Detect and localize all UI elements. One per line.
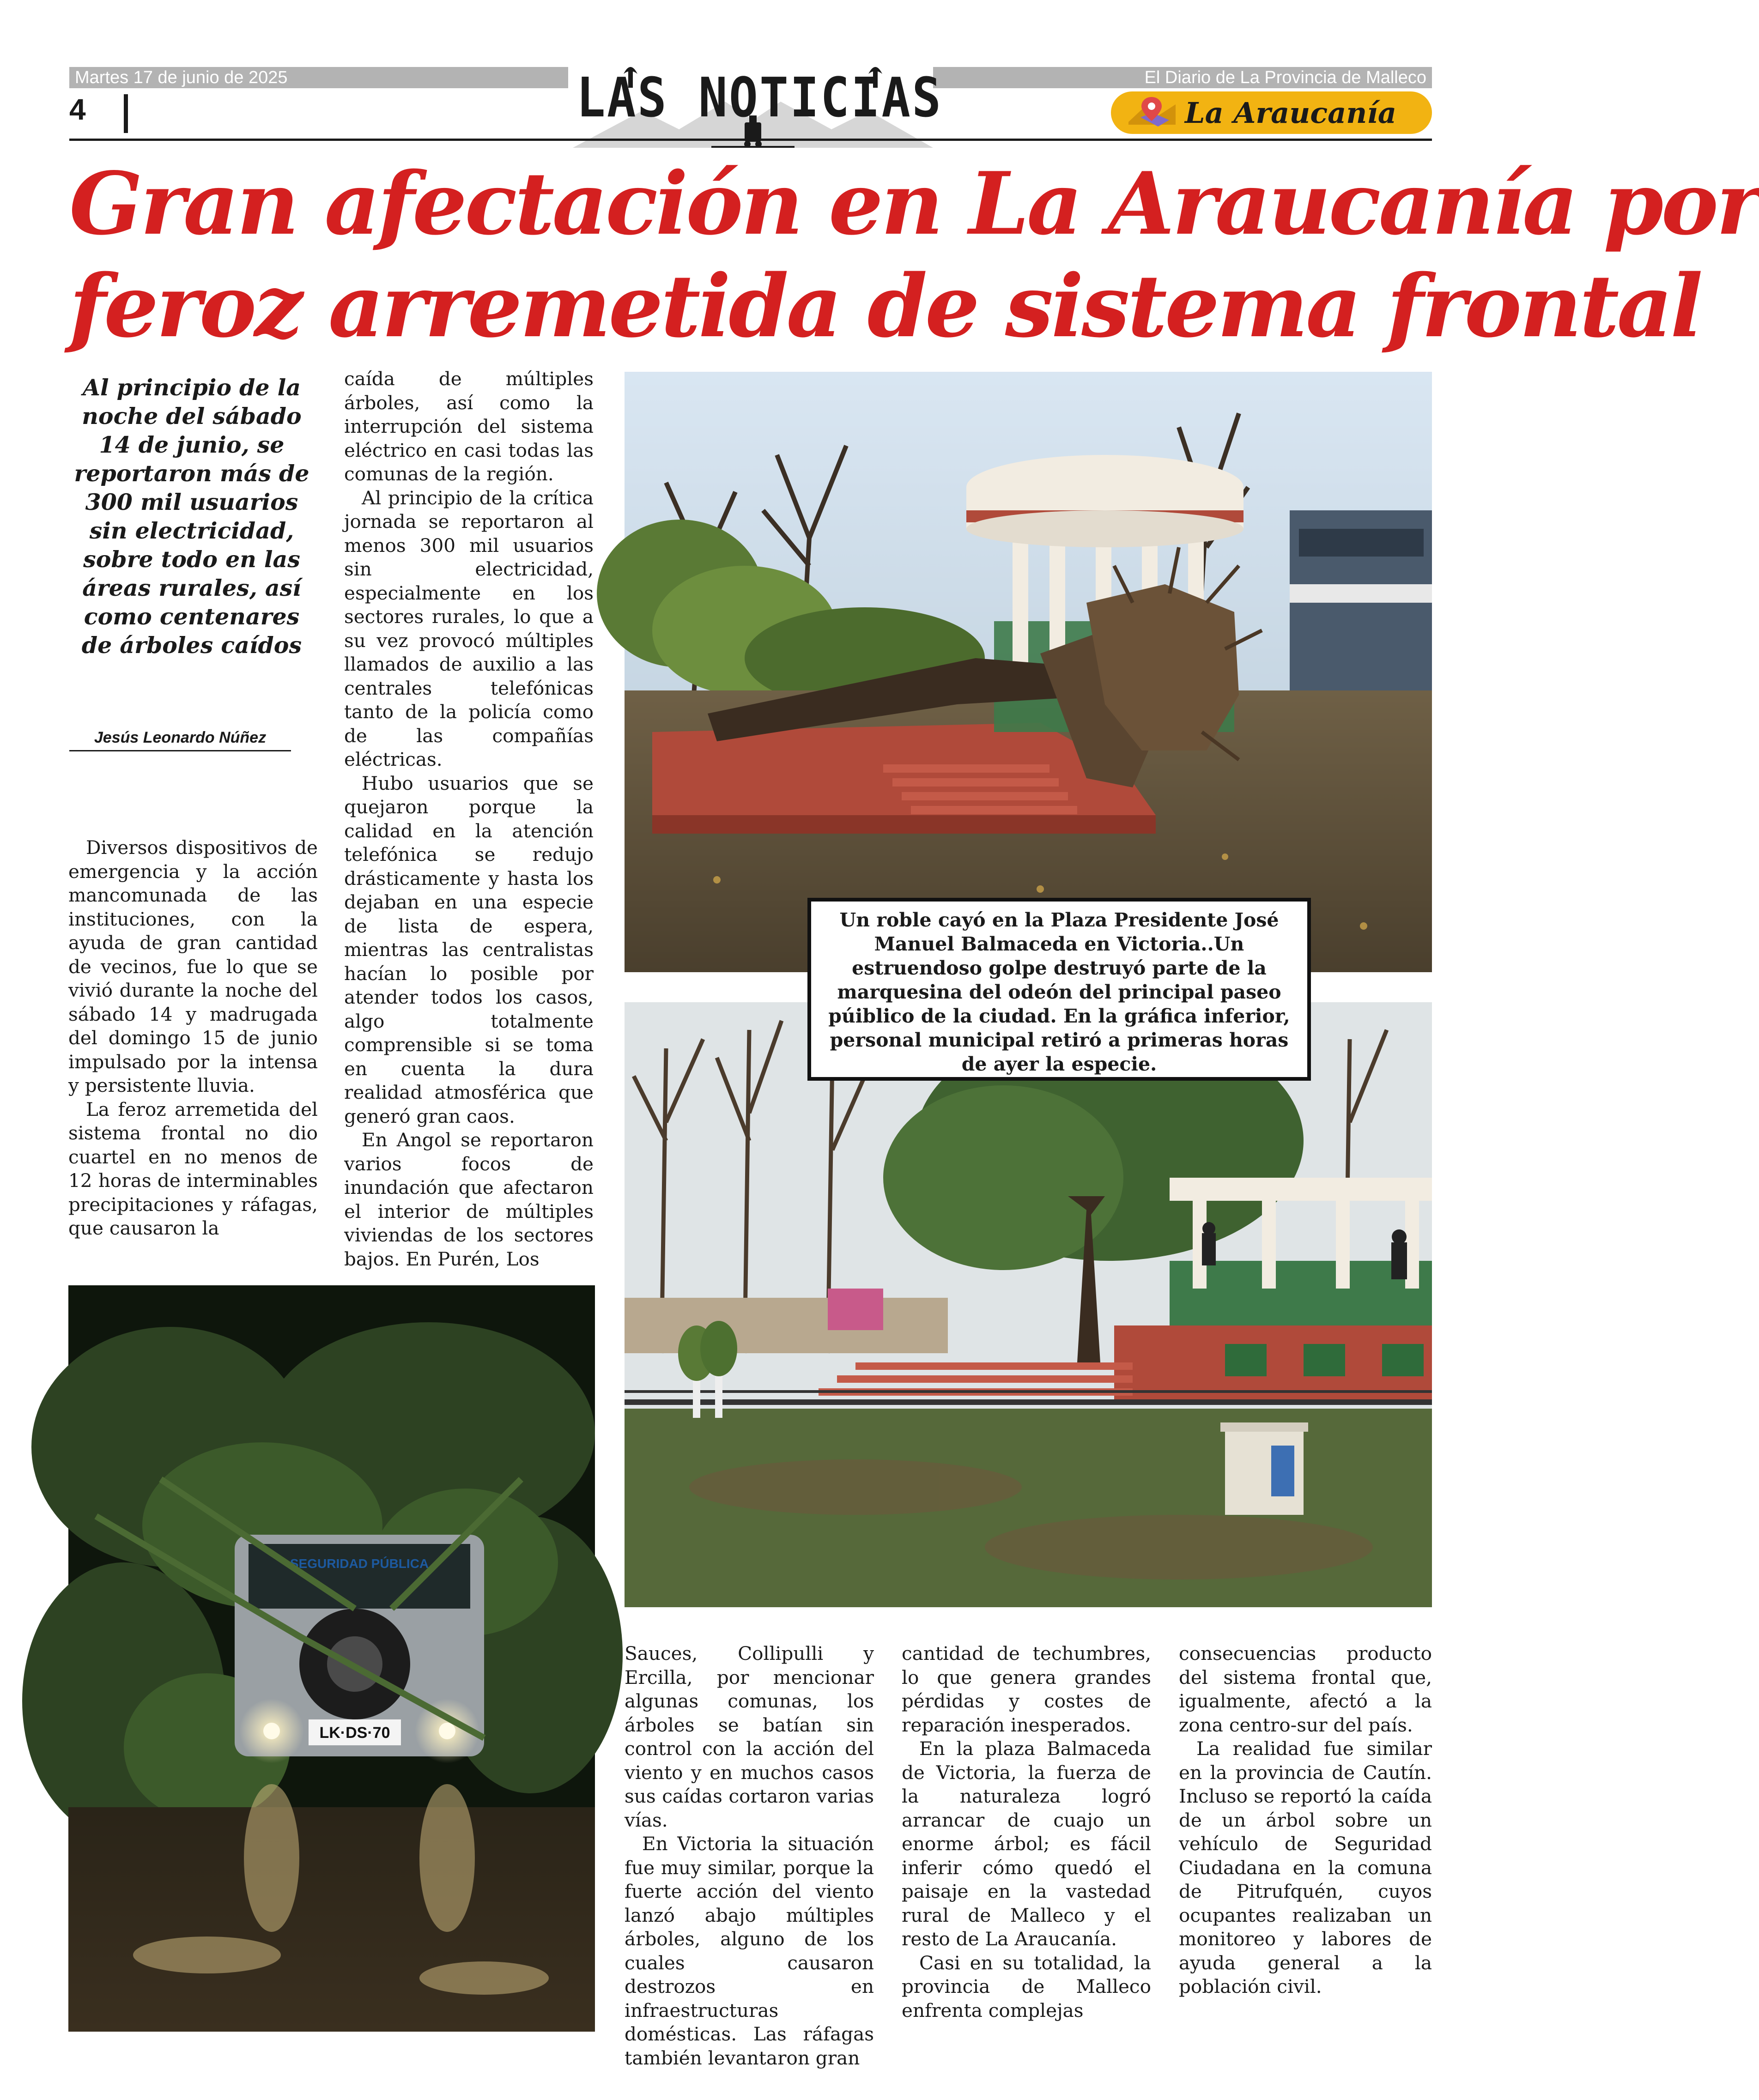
section-badge bbox=[1111, 91, 1432, 134]
header-date-bar bbox=[69, 67, 568, 88]
photo-caption: Un roble cayó en la Plaza Presidente José Manuel Balmaceda en Victoria..Un estruendoso golpe destruyó parte de la marquesina del odeón del principal paseo púiblico de la ciudad. En la gráfica inferior, personal municipal retiró a primeras horas de ayer la especie. bbox=[807, 898, 1311, 1081]
vehicle-door-text: SEGURIDAD PÚBLICA bbox=[290, 1556, 429, 1571]
paragraph: Casi en su totalidad, la provincia de Malleco enfrenta complejas bbox=[902, 1951, 1151, 2021]
photo-fallen-oak-gazebo bbox=[625, 372, 1432, 972]
paragraph: La feroz arremetida del sistema frontal no dio cuartel en no menos de 12 horas de interminables precipitaciones y ráfagas, que causaron la bbox=[68, 1098, 318, 1239]
headline-line-1: Gran afectación en La Araucanía por bbox=[69, 153, 1759, 254]
photo-vehicle-fallen-tree bbox=[68, 1285, 595, 2032]
paragraph: Diversos dispositivos de emergencia y la acción mancomunada de las instituciones, con la ayuda de gran cantidad de vecinos, fue lo que se vivió durante la noche del sábado 14 y madrugada del domingo 15 de junio impulsado por la intensa y persistente lluvia. bbox=[68, 836, 318, 1096]
article-column-2 bbox=[344, 367, 594, 1271]
article-column-3 bbox=[625, 1642, 874, 2070]
headline-line-2: feroz arremetida de sistema frontal bbox=[69, 255, 1701, 357]
paragraph: En la plaza Balmaceda de Victoria, la fuerza de la naturaleza logró arrancar de cuajo un enorme árbol; es fácil inferir cómo quedó el paisaje en la vastedad rural de Malleco y el resto de La Araucanía. bbox=[902, 1737, 1151, 1950]
newspaper-tagline: El Diario de La Provincia de Malleco bbox=[1144, 68, 1426, 87]
photo-plaza-after-cleanup bbox=[625, 1002, 1432, 1607]
vehicle-plate: LK·DS·70 bbox=[319, 1724, 390, 1742]
header-rule bbox=[69, 139, 1432, 141]
map-pin-icon bbox=[1125, 94, 1180, 131]
article-column-5 bbox=[1179, 1642, 1432, 1999]
paragraph: Hubo usuarios que se quejaron porque la calidad en la atención telefónica se redujo drásticamente y hasta los dejaban en una especie de lista de espera, mientras las centralistas hacían lo posible por atender todos los casos, algo totalmente comprensible si se toma en cuenta la dura realidad atmosférica que generó gran caos. bbox=[344, 772, 594, 1127]
paragraph: caída de múltiples árboles, así como la interrupción del sistema eléctrico en casi todas las comunas de la región. bbox=[344, 368, 594, 485]
paragraph: La realidad fue similar en la provincia de Cautín. Incluso se reportó la caída de un árbol sobre un vehículo de Seguridad Ciudadana en la comuna de Pitrufquén, cuyos ocupantes realizaban un monitoreo y labores de ayuda general a la población civil. bbox=[1179, 1737, 1432, 1997]
paragraph: Sauces, Collipulli y Ercilla, por mencionar algunas comunas, los árboles se batían sin control con la acción del viento y en muchos casos sus caídas cortaron varias vías. bbox=[625, 1642, 874, 1831]
byline-rule bbox=[69, 750, 291, 751]
section-name: La Araucanía bbox=[1185, 96, 1397, 130]
paragraph: Al principio de la crítica jornada se reportaron al menos 300 mil usuarios sin electricidad, especialmente en los sectores rurales, lo que a su vez provocó múltiples llamados de auxilio a las centrales telefónicas tanto de la policía como de las compañías eléctricas. bbox=[344, 486, 594, 770]
paragraph: En Victoria la situación fue muy similar, porque la fuerte acción del viento lanzó abajo múltiples árboles, alguno de los cuales causaron destrozos en infraestructuras domésticas. Las ráfagas también levantaron gran bbox=[625, 1833, 874, 2069]
paragraph: consecuencias producto del sistema frontal que, igualmente, afectó a la zona centro-sur del país. bbox=[1179, 1642, 1432, 1736]
article-deck: Al principio de la noche del sábado 14 de junio, se reportaron más de 300 mil usuarios sin electricidad, sobre todo en las áreas rurales, así como centenares de árboles caídos bbox=[74, 374, 309, 659]
article-byline: Jesús Leonardo Núñez bbox=[94, 729, 267, 746]
masthead-title: LAS NOTICIAS bbox=[576, 66, 943, 129]
article-column-1 bbox=[68, 836, 318, 1241]
page-number-separator bbox=[124, 94, 128, 133]
paragraph: En Angol se reportaron varios focos de inundación que afectaron el interior de múltiples viviendas de los sectores bajos. En Purén, Los bbox=[344, 1129, 594, 1270]
article-column-4 bbox=[902, 1642, 1151, 2022]
page-number: 4 bbox=[69, 93, 86, 126]
header-tagline-bar bbox=[933, 67, 1432, 88]
paragraph: cantidad de techumbres, lo que genera grandes pérdidas y costes de reparación inesperados. bbox=[902, 1642, 1151, 1736]
issue-date: Martes 17 de junio de 2025 bbox=[75, 68, 288, 87]
